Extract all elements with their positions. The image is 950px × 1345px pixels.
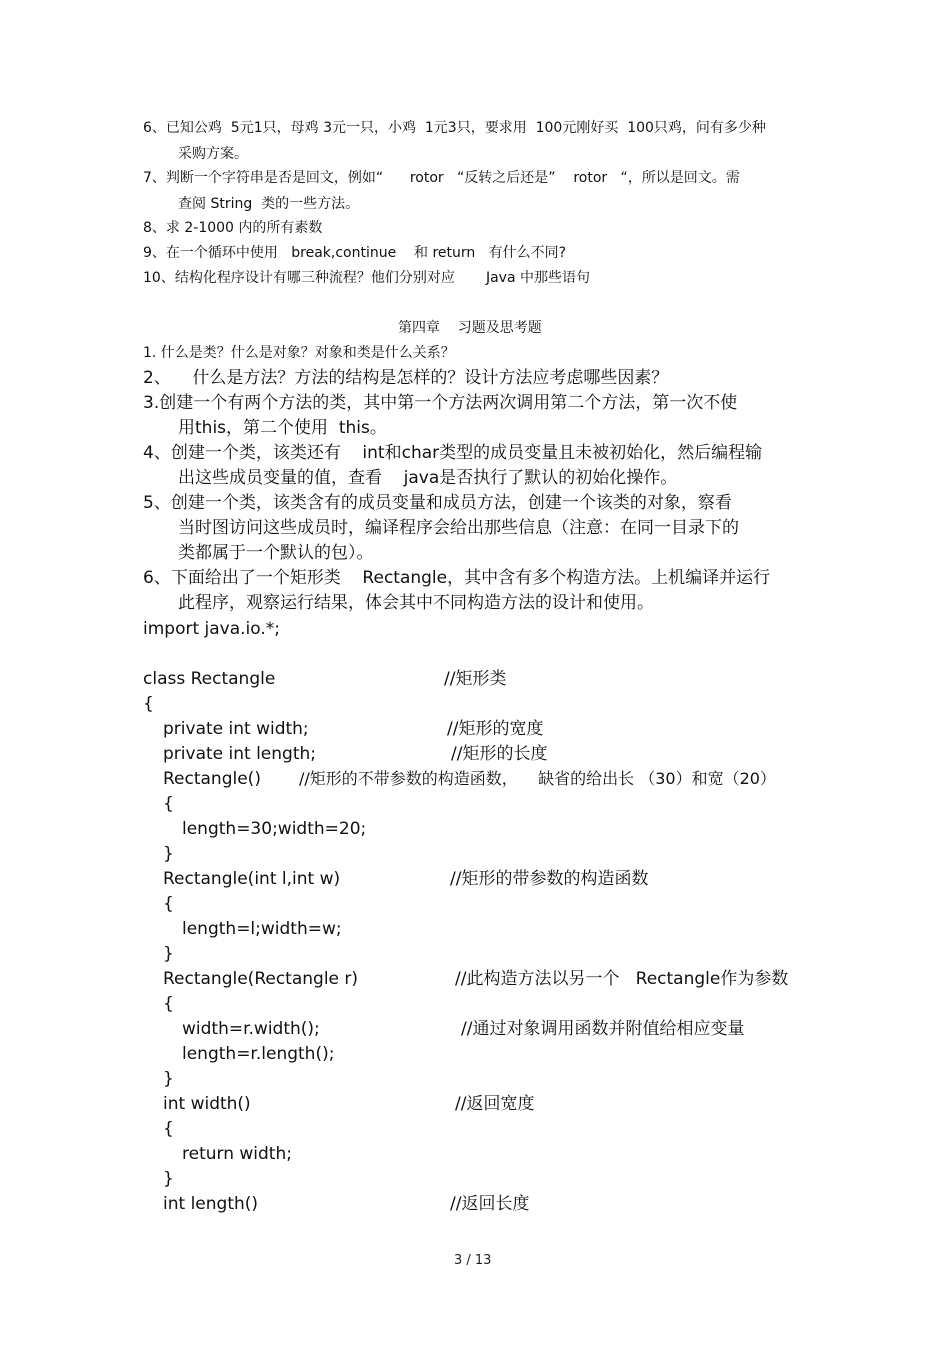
exercise-6-line1: 6、已知公鸡 5元1只，母鸡 3元一只，小鸡 1元3只，要求用 100元刚好买 100只鸡，问有多少种 <box>143 120 766 136</box>
exercise-9: 9、在一个循环中使用 break,continue 和 return 有什么不同? <box>143 245 567 261</box>
code-line: Rectangle() <box>163 769 261 789</box>
question-5-line2: 当时图访问这些成员时，编译程序会给出那些信息（注意：在同一目录下的 <box>178 518 739 538</box>
code-comment: //矩形类 <box>444 669 507 689</box>
code-line: Rectangle(Rectangle r) <box>163 969 359 989</box>
code-line: } <box>163 944 174 964</box>
code-line: { <box>163 894 174 914</box>
code-comment: //矩形的宽度 <box>447 719 544 739</box>
code-line: int length() <box>163 1194 259 1214</box>
code-comment: //返回宽度 <box>455 1094 535 1114</box>
code-line: int width() <box>163 1094 251 1114</box>
chapter-title: 第四章 习题及思考题 <box>398 320 542 336</box>
code-line: class Rectangle <box>143 669 276 689</box>
code-line: } <box>163 844 174 864</box>
code-line: } <box>163 1069 174 1089</box>
code-line: private int width; <box>163 719 309 739</box>
code-line: private int length; <box>163 744 316 764</box>
page-number: 3 / 13 <box>454 1253 492 1268</box>
code-line: length=r.length(); <box>182 1044 335 1064</box>
code-line: Rectangle(int l,int w) <box>163 869 341 889</box>
question-6-line2: 此程序，观察运行结果，体会其中不同构造方法的设计和使用。 <box>178 593 654 613</box>
question-4-line2: 出这些成员变量的值，查看 java是否执行了默认的初始化操作。 <box>178 468 678 488</box>
code-line: return width; <box>182 1144 292 1164</box>
exercise-10: 10、结构化程序设计有哪三种流程？他们分别对应 Java 中那些语句 <box>143 270 590 286</box>
exercise-8: 8、求 2-1000 内的所有素数 <box>143 220 323 236</box>
code-line: { <box>163 794 174 814</box>
code-line: width=r.width(); <box>182 1019 320 1039</box>
question-2: 2、 什么是方法？方法的结构是怎样的？设计方法应考虑哪些因素？ <box>143 368 669 388</box>
code-comment: //返回长度 <box>450 1194 530 1214</box>
question-4-line1: 4、创建一个类，该类还有 int和char类型的成员变量且未被初始化，然后编程输 <box>143 443 763 463</box>
question-5-line3: 类都属于一个默认的包）。 <box>178 543 374 563</box>
question-5-line1: 5、创建一个类，该类含有的成员变量和成员方法，创建一个该类的对象，察看 <box>143 493 732 513</box>
code-line: import java.io.*; <box>143 619 281 639</box>
code-comment: //矩形的不带参数的构造函数， 缺省的给出长 （30）和宽（20） <box>299 769 776 788</box>
code-comment: //矩形的长度 <box>451 744 548 764</box>
exercise-6-line2: 采购方案。 <box>178 146 248 162</box>
code-line: length=l;width=w; <box>182 919 342 939</box>
code-line: { <box>163 994 174 1014</box>
question-3-line1: 3.创建一个有两个方法的类，其中第一个方法两次调用第二个方法，第一次不使 <box>143 393 738 413</box>
question-3-line2: 用this，第二个使用 this。 <box>178 418 387 438</box>
code-line: length=30;width=20; <box>182 819 367 839</box>
code-comment: //通过对象调用函数并附值给相应变量 <box>461 1019 745 1039</box>
question-6-line1: 6、下面给出了一个矩形类 Rectangle，其中含有多个构造方法。上机编译并运行 <box>143 568 771 588</box>
code-comment: //矩形的带参数的构造函数 <box>450 869 649 889</box>
exercise-7-line2: 查阅 String 类的一些方法。 <box>178 196 360 212</box>
code-line: { <box>143 694 154 714</box>
question-1: 1. 什么是类？什么是对象？对象和类是什么关系？ <box>143 345 455 361</box>
code-line: { <box>163 1119 174 1139</box>
code-line: } <box>163 1169 174 1189</box>
exercise-7-line1: 7、判断一个字符串是否是回文，例如“ rotor “反转之后还是” rotor “，所以是回文。需 <box>143 170 740 186</box>
code-comment: //此构造方法以另一个 Rectangle作为参数 <box>455 969 789 989</box>
